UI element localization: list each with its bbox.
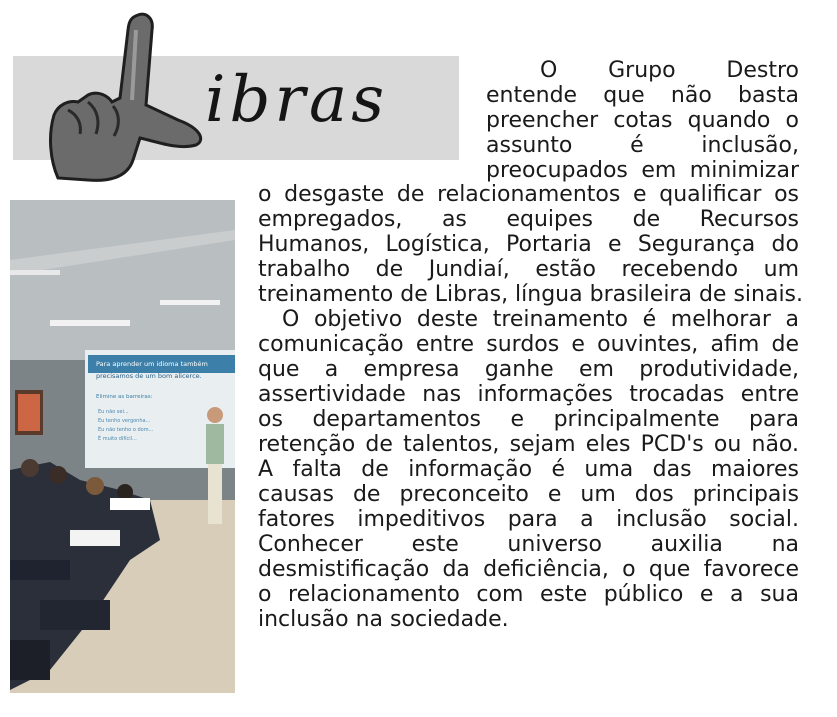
article-line: causas de preconceito e um dos principais <box>258 482 799 507</box>
article-line: o relacionamento com este público e a sua <box>258 582 799 607</box>
article-line: comunicação entre surdos e ouvintes, afim de <box>258 332 799 357</box>
slide-item: Eu não sei... <box>98 409 129 415</box>
hand-sign-l-icon <box>28 10 203 185</box>
slide-heading: Elimine as barreiras: <box>96 394 153 400</box>
article-line: entende que não basta <box>486 83 799 108</box>
article-line: O Grupo Destro <box>540 58 799 83</box>
article-line: Conhecer este universo auxilia na <box>258 532 799 557</box>
training-room-photo <box>10 200 235 693</box>
article-line: trabalho de Jundiaí, estão recebendo um <box>258 257 799 282</box>
article-line: os departamentos e principalmente para <box>258 407 799 432</box>
slide-item: Eu tenho vergonha... <box>98 418 151 424</box>
article-line: fatores impeditivos para a inclusão social. <box>258 507 799 532</box>
article-line: Humanos, Logística, Portaria e Segurança do <box>258 232 799 257</box>
article-line: treinamento de Libras, língua brasileira de sinais. <box>258 282 804 307</box>
article-line: retenção de talentos, sejam eles PCD's ou não. <box>258 432 799 457</box>
article-line: inclusão na sociedade. <box>258 607 509 632</box>
article-line: desmistificação da deficiência, o que favorece <box>258 557 799 582</box>
article-line: o desgaste de relacionamentos e qualificar os <box>258 182 799 207</box>
article-line: assunto é inclusão, <box>486 133 799 158</box>
slide-title-2: precisamos de um bom alicerce. <box>96 372 202 380</box>
article-line: assertividade nas informações trocadas entre <box>258 382 799 407</box>
article-line: empregados, as equipes de Recursos <box>258 207 799 232</box>
article-line: O objetivo deste treinamento é melhorar a <box>282 307 799 332</box>
article-line: preocupados em minimizar <box>486 158 799 183</box>
article-line: que a empresa ganhe em produtividade, <box>258 357 799 382</box>
article-line: preencher cotas quando o <box>486 108 799 133</box>
article-line: A falta de informação é uma das maiores <box>258 457 799 482</box>
slide-title-1: Para aprender um idioma também <box>96 360 208 368</box>
slide-item: Eu não tenho o dom... <box>98 427 154 433</box>
slide-item: É muito difícil... <box>98 436 137 442</box>
brand-word: ibras <box>205 63 389 137</box>
